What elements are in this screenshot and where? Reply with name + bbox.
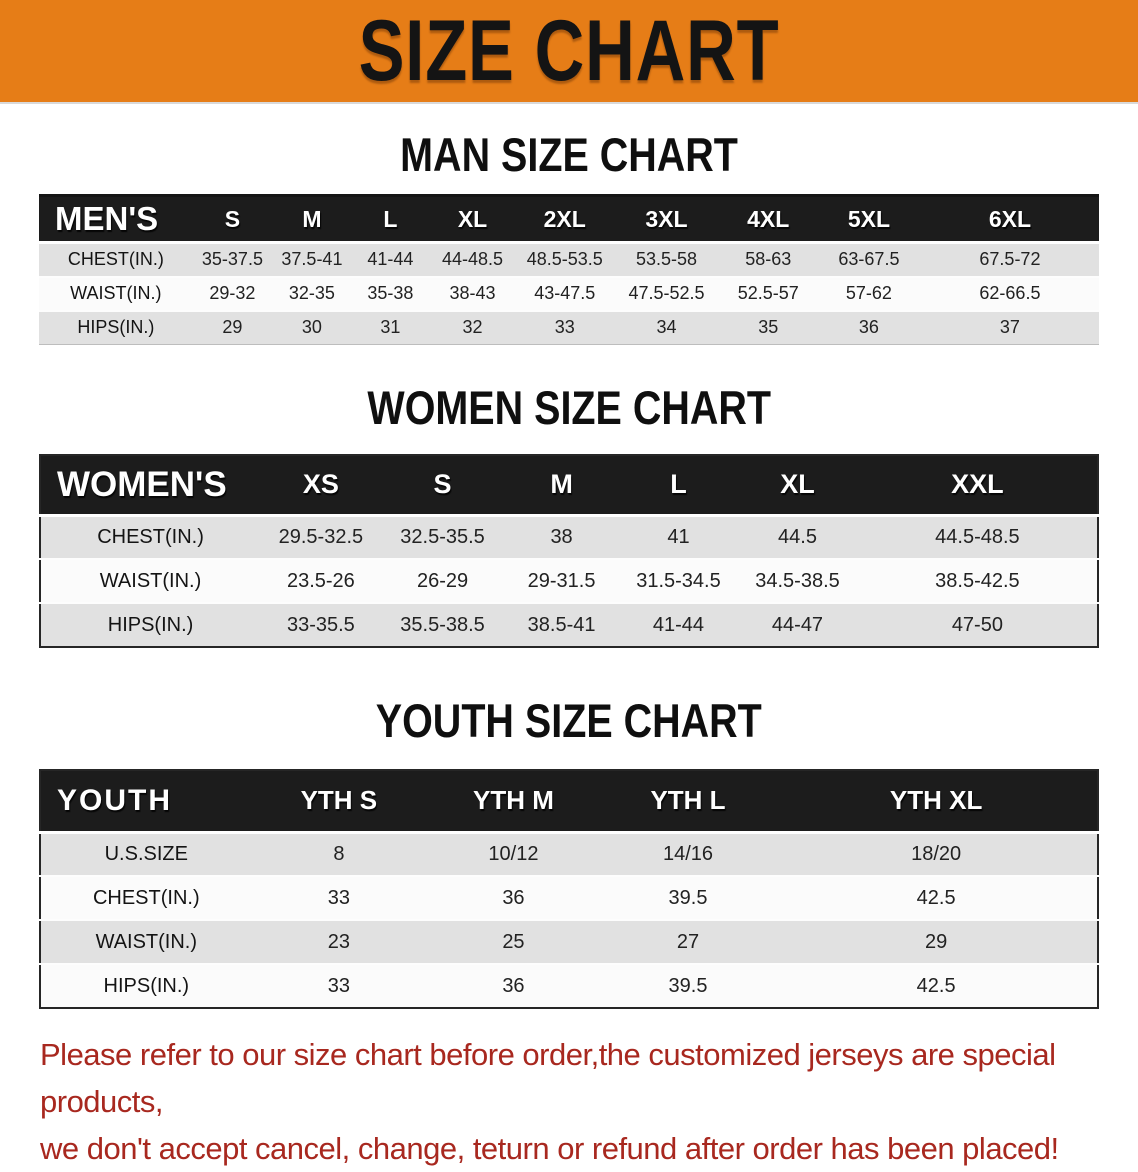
cell: 34 [613, 311, 719, 345]
men-col-header-4xl: 4XL [719, 196, 817, 243]
cell: 44.5-48.5 [858, 515, 1098, 559]
man-size-chart-heading-text: MAN SIZE CHART [400, 128, 738, 181]
youth-col-header-m: YTH M [426, 770, 601, 832]
cell: 29 [775, 920, 1098, 964]
youth-size-section [0, 694, 1138, 1009]
cell: 57-62 [817, 277, 921, 311]
youth-col-header-xl: YTH XL [775, 770, 1098, 832]
cell: 30 [272, 311, 352, 345]
cell: 47-50 [858, 603, 1098, 647]
cell: 35-38 [352, 277, 429, 311]
women-hips-row [40, 603, 1098, 647]
cell: 38.5-42.5 [858, 559, 1098, 603]
man-size-chart-heading [0, 128, 1138, 181]
women-col-header-l: L [620, 455, 737, 515]
women-col-header-xs: XS [260, 455, 382, 515]
cell: 14/16 [601, 832, 776, 876]
cell: 39.5 [601, 964, 776, 1008]
men-waist-row [39, 277, 1099, 311]
cell: 53.5-58 [613, 243, 719, 277]
cell: 37.5-41 [272, 243, 352, 277]
row-label-chest: CHEST(IN.) [40, 515, 260, 559]
youth-ussize-row [40, 832, 1098, 876]
cell: 29 [193, 311, 273, 345]
women-col-header-m: M [503, 455, 619, 515]
men-col-header-s: S [193, 196, 273, 243]
banner-title: SIZE CHART [358, 3, 780, 99]
cell: 35.5-38.5 [382, 603, 504, 647]
row-label-us-size: U.S.SIZE [40, 832, 252, 876]
cell: 38 [503, 515, 619, 559]
cell: 23 [252, 920, 427, 964]
youth-col-header-s: YTH S [252, 770, 427, 832]
men-size-section [0, 128, 1138, 345]
row-label-chest: CHEST(IN.) [39, 243, 193, 277]
women-size-section [0, 381, 1138, 648]
men-table-corner-label: MEN'S [39, 196, 193, 243]
women-size-chart-heading-text: WOMEN SIZE CHART [367, 381, 771, 434]
cell: 62-66.5 [921, 277, 1099, 311]
cell: 48.5-53.5 [516, 243, 614, 277]
cell: 41-44 [620, 603, 737, 647]
cell: 33 [252, 964, 427, 1008]
cell: 32-35 [272, 277, 352, 311]
cell: 37 [921, 311, 1099, 345]
cell: 39.5 [601, 876, 776, 920]
row-label-waist: WAIST(IN.) [40, 920, 252, 964]
row-label-chest: CHEST(IN.) [40, 876, 252, 920]
youth-col-header-l: YTH L [601, 770, 776, 832]
cell: 38.5-41 [503, 603, 619, 647]
cell: 63-67.5 [817, 243, 921, 277]
row-label-waist: WAIST(IN.) [40, 559, 260, 603]
cell: 38-43 [429, 277, 516, 311]
women-header-row [40, 455, 1098, 515]
cell: 31 [352, 311, 429, 345]
youth-size-table [39, 769, 1099, 1009]
men-col-header-m: M [272, 196, 352, 243]
women-waist-row [40, 559, 1098, 603]
women-chest-row [40, 515, 1098, 559]
cell: 41-44 [352, 243, 429, 277]
row-label-hips: HIPS(IN.) [40, 603, 260, 647]
cell: 43-47.5 [516, 277, 614, 311]
cell: 33-35.5 [260, 603, 382, 647]
cell: 35-37.5 [193, 243, 273, 277]
row-label-waist: WAIST(IN.) [39, 277, 193, 311]
cell: 42.5 [775, 876, 1098, 920]
cell: 27 [601, 920, 776, 964]
men-col-header-xl: XL [429, 196, 516, 243]
cell: 31.5-34.5 [620, 559, 737, 603]
men-col-header-3xl: 3XL [613, 196, 719, 243]
cell: 47.5-52.5 [613, 277, 719, 311]
cell: 32.5-35.5 [382, 515, 504, 559]
cell: 32 [429, 311, 516, 345]
cell: 26-29 [382, 559, 504, 603]
men-header-row [39, 196, 1099, 243]
women-col-header-xl: XL [737, 455, 858, 515]
cell: 44-47 [737, 603, 858, 647]
cell: 18/20 [775, 832, 1098, 876]
cell: 29.5-32.5 [260, 515, 382, 559]
cell: 34.5-38.5 [737, 559, 858, 603]
cell: 10/12 [426, 832, 601, 876]
youth-size-chart-heading-text: YOUTH SIZE CHART [375, 694, 763, 747]
cell: 44-48.5 [429, 243, 516, 277]
women-col-header-xxl: XXL [858, 455, 1098, 515]
men-col-header-2xl: 2XL [516, 196, 614, 243]
cell: 23.5-26 [260, 559, 382, 603]
cell: 36 [426, 876, 601, 920]
row-label-hips: HIPS(IN.) [39, 311, 193, 345]
size-chart-banner [0, 0, 1138, 104]
women-size-table [39, 454, 1099, 648]
cell: 33 [516, 311, 614, 345]
men-col-header-5xl: 5XL [817, 196, 921, 243]
men-size-table [39, 194, 1099, 345]
cell: 41 [620, 515, 737, 559]
women-table-corner-label: WOMEN'S [40, 455, 260, 515]
women-col-header-s: S [382, 455, 504, 515]
men-hips-row [39, 311, 1099, 345]
cell: 35 [719, 311, 817, 345]
men-col-header-6xl: 6XL [921, 196, 1099, 243]
cell: 25 [426, 920, 601, 964]
youth-size-chart-heading [0, 694, 1138, 747]
disclaimer-note [40, 1031, 1108, 1172]
cell: 42.5 [775, 964, 1098, 1008]
cell: 29-32 [193, 277, 273, 311]
youth-header-row [40, 770, 1098, 832]
women-size-chart-heading [0, 381, 1138, 434]
youth-hips-row [40, 964, 1098, 1008]
cell: 29-31.5 [503, 559, 619, 603]
youth-chest-row [40, 876, 1098, 920]
disclaimer-line-2: we don't accept cancel, change, teturn or refund after order has been placed! [40, 1131, 1059, 1167]
cell: 33 [252, 876, 427, 920]
cell: 67.5-72 [921, 243, 1099, 277]
disclaimer-line-1: Please refer to our size chart before order,the customized jerseys are special products, [40, 1037, 1056, 1120]
row-label-hips: HIPS(IN.) [40, 964, 252, 1008]
men-col-header-l: L [352, 196, 429, 243]
men-chest-row [39, 243, 1099, 277]
cell: 8 [252, 832, 427, 876]
cell: 58-63 [719, 243, 817, 277]
cell: 52.5-57 [719, 277, 817, 311]
youth-waist-row [40, 920, 1098, 964]
cell: 36 [817, 311, 921, 345]
cell: 44.5 [737, 515, 858, 559]
youth-table-corner-label: YOUTH [40, 770, 252, 832]
cell: 36 [426, 964, 601, 1008]
